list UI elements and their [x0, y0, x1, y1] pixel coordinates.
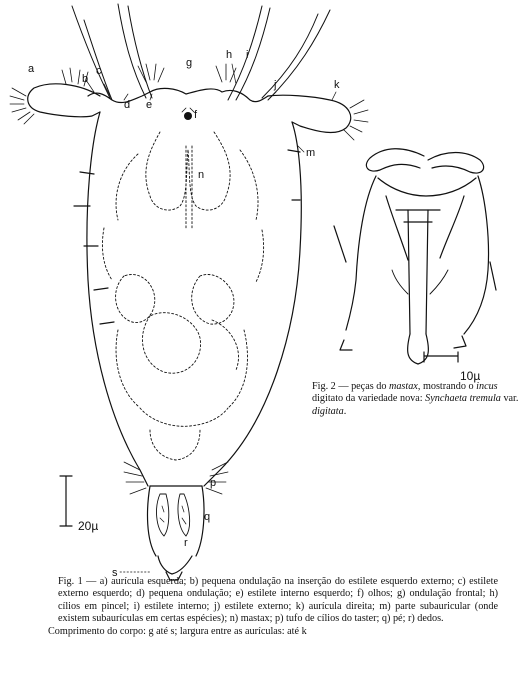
figure2-caption	[312, 381, 526, 418]
caption1-prefix: Fig. 1 —	[58, 576, 100, 587]
label-f: f	[194, 109, 198, 121]
label-g: g	[186, 57, 193, 69]
figure1-labels	[28, 49, 340, 579]
caption2-text-b: , mostrando o	[417, 381, 477, 392]
foot-glands	[157, 494, 190, 536]
label-h: h	[226, 49, 233, 61]
caption2-species: Synchaeta tremula	[425, 393, 501, 405]
caption2-text-d: var.	[500, 393, 519, 405]
figure1-caption	[48, 576, 498, 638]
eye-spot	[182, 108, 194, 120]
label-q: q	[204, 511, 211, 523]
scale-bar-10	[424, 352, 458, 362]
caption1-text: a) aurícula esquerda; b) pequena ondulação na inserção do estilete esquerdo externo; c) estilete externo esquerdo; d) pequena ondulação; e) estilete interno esquerdo; f) olhos; g) ondulação frontal; h) cílios em pincel; i) estilete interno; j) estilete externo; k) aurícula direita; m) parte subauricular (onde existem subaurículas em certas espécies); n) mastax; p) tufo de cílios do taster; q) pé; r) dedos.	[58, 576, 498, 625]
label-i: i	[246, 49, 249, 61]
scale-bar-20	[60, 476, 72, 526]
cilia	[10, 64, 368, 494]
scale-label-20: 20µ	[78, 519, 99, 533]
label-m: m	[306, 147, 316, 159]
caption2-prefix: Fig. 2 —	[312, 381, 352, 392]
label-j: j	[274, 79, 277, 91]
label-d: d	[124, 99, 131, 111]
rotifer-body	[28, 84, 351, 556]
label-c: c	[96, 65, 102, 77]
caption2-text-a: peças do	[351, 381, 389, 392]
stomach	[102, 228, 263, 460]
label-n: n	[198, 169, 205, 181]
label-p: p	[210, 477, 217, 489]
label-a: a	[28, 63, 35, 75]
mastax	[116, 132, 258, 230]
caption1-body	[58, 576, 498, 626]
styli	[72, 4, 330, 100]
label-k: k	[334, 79, 340, 91]
label-r: r	[184, 537, 188, 549]
caption2-variety: digitata	[312, 405, 344, 417]
caption2-term-mastax: mastax	[388, 381, 418, 392]
label-s: s	[112, 567, 118, 579]
caption2-term-incus: incus	[476, 381, 498, 392]
caption2-end: .	[343, 405, 347, 417]
label-b: b	[82, 73, 89, 85]
label-leaders	[86, 64, 336, 572]
mastax-trophi	[334, 149, 496, 364]
caption1-measurement: Comprimento do corpo: g até s; largura entre as aurículas: até k	[48, 625, 307, 637]
caption2-text-c: digitato da variedade nova:	[312, 393, 426, 405]
label-e: e	[146, 99, 153, 111]
scale-label-10: 10µ	[460, 369, 481, 383]
